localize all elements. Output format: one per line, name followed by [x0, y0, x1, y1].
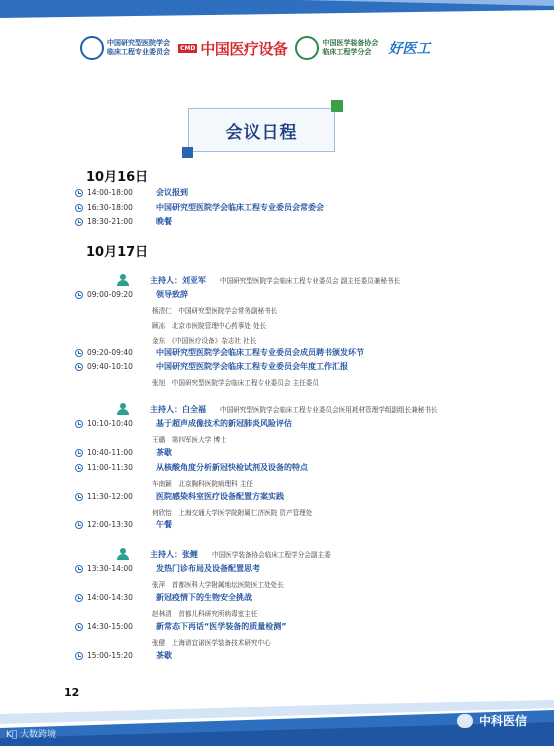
event: 基于超声成像技术的新冠肺炎风险评估 — [156, 419, 292, 428]
time: 14:00-14:30 — [87, 593, 133, 602]
deco-square — [331, 100, 343, 112]
schedule-row — [75, 360, 348, 373]
page-number: 12 — [64, 686, 80, 699]
speaker: 车南颖 北京胸科医院病理科 主任 — [152, 480, 254, 488]
host-description: 中国研究型医院学会临床工程专业委员会 副主任委员兼秘书长 — [220, 277, 401, 285]
watermark-right — [457, 712, 527, 729]
logo-equipment-association — [295, 36, 378, 60]
speaker: 金东 《中国医疗设备》杂志社 社长 — [152, 337, 257, 345]
clock-icon — [75, 363, 83, 371]
logo-row — [80, 34, 500, 62]
speaker: 张健 上海谱宜诺医学装备技术研究中心 — [152, 639, 271, 647]
time: 16:30-18:00 — [87, 203, 133, 212]
day-heading: 10月17日 — [86, 245, 149, 260]
schedule-row — [75, 346, 364, 359]
event: 茶歇 — [156, 651, 172, 660]
host-label: 主持人：张鲤 — [150, 549, 198, 559]
event: 午餐 — [156, 520, 172, 529]
host-row — [117, 547, 331, 561]
logo-hao-name: 好医工 — [388, 41, 431, 57]
schedule-row — [75, 186, 188, 199]
schedule-row — [75, 461, 308, 474]
speaker: 顾冻 北京市医院管理中心药事处 处长 — [152, 322, 267, 330]
event: 茶歇 — [156, 448, 172, 457]
clock-icon — [75, 594, 83, 602]
emblem-icon — [295, 36, 319, 60]
clock-icon — [75, 218, 83, 226]
logo-line: 临床工程专业委员会 — [107, 48, 170, 56]
clock-icon — [75, 493, 83, 501]
watermark-text: 中科医信 — [479, 714, 528, 728]
host-row — [117, 273, 400, 287]
schedule-row — [75, 417, 292, 430]
schedule-row — [75, 649, 172, 662]
speaker: 张萍 首都医科大学附属地坛医院医工处处长 — [152, 581, 284, 589]
day-heading: 10月16日 — [86, 170, 149, 185]
wechat-icon — [457, 714, 473, 728]
event: 发热门诊布局及设备配置思考 — [156, 564, 260, 573]
person-icon — [117, 548, 129, 560]
event: 从核酸角度分析新冠快检试剂及设备的特点 — [156, 463, 308, 472]
speaker: 杨清仁 中国研究型医院学会常务副秘书长 — [152, 307, 278, 315]
top-decoration — [0, 0, 554, 20]
clock-icon — [75, 420, 83, 428]
event: 领导致辞 — [156, 290, 188, 299]
event: 医院感染科室医疗设备配置方案实践 — [156, 492, 284, 501]
speaker: 王璐 第四军医大学 博士 — [152, 436, 227, 444]
clock-icon — [75, 449, 83, 457]
schedule-row — [75, 620, 287, 633]
schedule-row — [75, 591, 252, 604]
host-row — [117, 402, 438, 416]
host-description: 中国研究型医院学会临床工程专业委员会医用耗材管理学组副组长兼秘书长 — [220, 406, 438, 414]
time: 14:30-15:00 — [87, 622, 133, 631]
time: 10:40-11:00 — [87, 448, 133, 457]
clock-icon — [75, 565, 83, 573]
time: 13:30-14:00 — [87, 564, 133, 573]
schedule-row — [75, 562, 260, 575]
clock-icon — [75, 652, 83, 660]
time: 09:20-09:40 — [87, 348, 133, 357]
deco-square — [182, 147, 193, 158]
clock-icon — [75, 291, 83, 299]
speaker: 赵林清 首都儿科研究所病毒室主任 — [152, 610, 258, 618]
logo-cmd-name: 中国医疗设备 — [200, 39, 288, 58]
logo-haoyigong — [386, 38, 430, 58]
speaker: 张旭 中国研究型医院学会临床工程专业委员会 主任委员 — [152, 379, 319, 387]
time: 14:00-18:00 — [87, 188, 133, 197]
time: 09:40-10:10 — [87, 362, 133, 371]
event: 新冠疫情下的生物安全挑战 — [156, 593, 252, 602]
watermark-left: K⃝ 大数跨境 — [6, 730, 57, 740]
logo-research-hospital — [80, 36, 170, 60]
schedule-row — [75, 490, 284, 503]
schedule-row — [75, 518, 172, 531]
schedule-row — [75, 215, 172, 228]
logo-cmd — [178, 38, 287, 59]
logo-line: 中国研究型医院学会 — [107, 39, 170, 47]
cmd-badge: CMD — [180, 44, 196, 52]
schedule-row — [75, 446, 172, 459]
logo-line: 临床工程学分会 — [322, 48, 372, 56]
time: 12:00-13:30 — [87, 520, 133, 529]
event: 中国研究型医院学会临床工程专业委员会常委会 — [156, 203, 324, 212]
event: 会议报到 — [156, 188, 188, 197]
schedule-row — [75, 288, 188, 301]
clock-icon — [75, 189, 83, 197]
clock-icon — [75, 349, 83, 357]
page-title: 会议日程 — [225, 122, 298, 143]
clock-icon — [75, 623, 83, 631]
event: 中国研究型医院学会临床工程专业委员会成员聘书颁发环节 — [156, 348, 364, 357]
time: 09:00-09:20 — [87, 290, 133, 299]
event: 新常态下再话“医学装备的质量检测” — [156, 622, 287, 631]
title-block — [188, 100, 343, 156]
time: 10:10-10:40 — [87, 419, 133, 428]
clock-icon — [75, 464, 83, 472]
time: 11:00-11:30 — [87, 463, 133, 472]
time: 11:30-12:00 — [87, 492, 133, 501]
clock-icon — [75, 204, 83, 212]
schedule-row — [75, 201, 324, 214]
time: 18:30-21:00 — [87, 217, 133, 226]
event: 晚餐 — [156, 217, 172, 226]
speaker: 何欣怡 上海交通大学医学院附属仁济医院 资产管理处 — [152, 509, 313, 517]
clock-icon — [75, 521, 83, 529]
event: 中国研究型医院学会临床工程专业委员会年度工作汇报 — [156, 362, 348, 371]
host-label: 主持人：刘亚军 — [150, 275, 206, 285]
person-icon — [117, 403, 129, 415]
person-icon — [117, 274, 129, 286]
emblem-icon — [80, 36, 104, 60]
logo-line: 中国医学装备协会 — [322, 39, 379, 47]
time: 15:00-15:20 — [87, 651, 133, 660]
host-description: 中国医学装备协会临床工程学分会副主委 — [212, 551, 331, 559]
host-label: 主持人：白全福 — [150, 404, 206, 414]
